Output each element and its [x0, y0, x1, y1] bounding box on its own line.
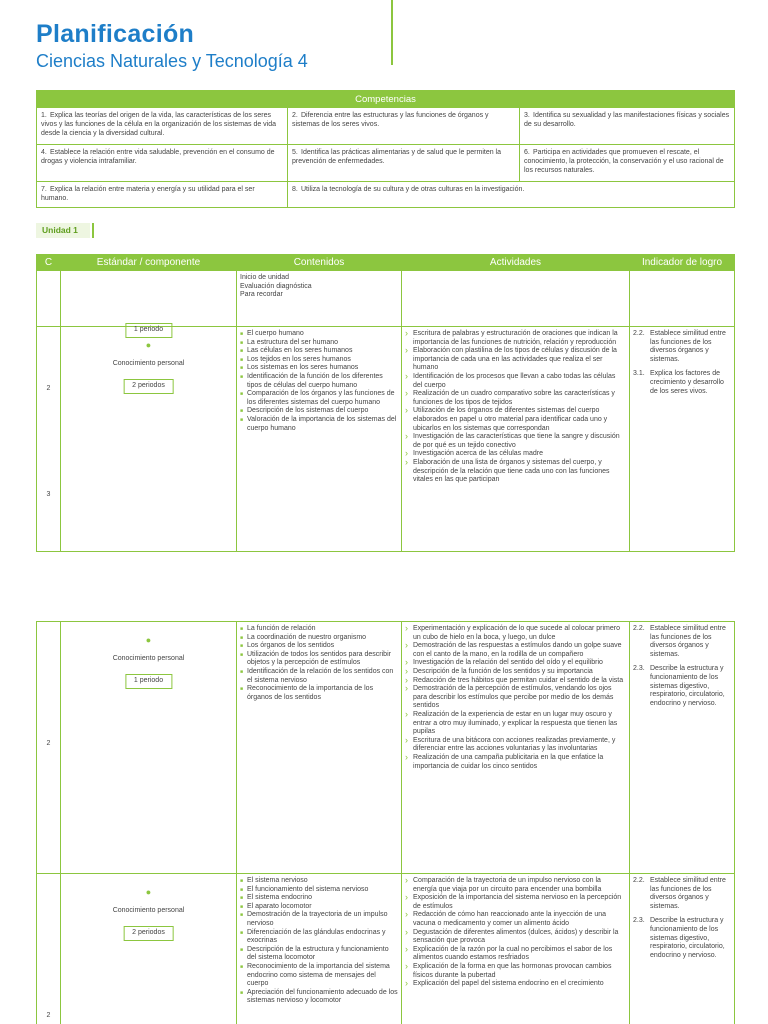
list-item: › Explicación de la forma en que las hormonas provocan cambios físicos durante la pubertad — [405, 963, 626, 980]
list-item: 2.2. Establece similitud entre las funciones de los diversos órganos y sistemas. — [633, 625, 726, 658]
bullet-dot-icon: ● — [145, 635, 152, 645]
content-line: Evaluación diagnóstica — [240, 282, 312, 290]
list-item: ■ Demostración de la trayectoria de un impulso nervioso — [240, 911, 398, 928]
header-actividades: Actividades — [402, 255, 630, 271]
component-name: Conocimiento personal — [112, 655, 185, 662]
competencia-7: 7. Explica la relación entre materia y energía y su utilidad para el ser humano. — [37, 182, 288, 208]
table-row — [37, 271, 735, 327]
list-item: ■ Los órganos de los sentidos — [240, 642, 398, 651]
contenidos-list — [240, 330, 398, 433]
list-item: ■ Descripción de la estructura y funcionamiento del sistema locomotor — [240, 946, 398, 963]
list-item: › Realización de la experiencia de estar en un lugar muy oscuro y entrar a otro muy iluminado, y explicar la respuesta que tienen las pupilas — [405, 711, 626, 737]
list-item: ■ Reconocimiento de la importancia de los órganos de los sentidos — [240, 685, 398, 702]
page-title: Planificación — [36, 20, 195, 48]
list-item: › Descripción de la función de los sentidos y su importancia — [405, 668, 626, 677]
list-item: › Elaboración con plastilina de los tipos de células y discusión de la importancia de cada una en las actividades que realiza el ser humano — [405, 347, 626, 373]
list-item: ■ Las células en los seres humanos — [240, 347, 398, 356]
title-divider-line — [391, 0, 393, 65]
list-item: › Demostración de la percepción de estímulos, vendando los ojos para describir los estímulos que percibe por medio de los demás sentidos — [405, 685, 626, 711]
competencia-3: 3. Identifica su sexualidad y las manifestaciones físicas y sociales de su desarrollo. — [520, 108, 735, 145]
table-row — [37, 874, 735, 1024]
contenidos-list — [240, 625, 398, 702]
periodos-badge: 2 periodos — [123, 926, 174, 941]
list-item: ■ El aparato locomotor — [240, 903, 398, 912]
list-item: 2.3. Describe la estructura y funcionamiento de los sistemas digestivo, respiratorio, circulatorio, endocrino y nervioso. — [633, 665, 725, 707]
competencias-table — [36, 90, 735, 208]
content-line: Inicio de unidad — [240, 274, 290, 281]
bullet-dot-icon: ● — [145, 340, 152, 350]
list-item: ■ Comparación de los órganos y las funciones de los diferentes sistemas del cuerpo humano — [240, 390, 398, 407]
list-item: › Identificación de los procesos que llevan a cabo todas las células del cuerpo — [405, 373, 626, 390]
list-item: › Investigación de las características que tiene la sangre y discusión de por qué es un tejido conectivo — [405, 433, 626, 450]
list-item: ■ Reconocimiento de la importancia del sistema endocrino como sistema de mensajes del cuerpo — [240, 963, 398, 989]
list-item: › Realización de una campaña publicitaria en la que enfatice la importancia de cuidar los cinco sentidos — [405, 754, 626, 771]
competencia-2: 2. Diferencia entre las estructuras y las funciones de órganos y sistemas de los seres vivos. — [288, 108, 520, 145]
periodos-badge: 2 periodos — [123, 379, 174, 394]
list-item: › Redacción de tres hábitos que permitan cuidar el sentido de la vista — [405, 677, 626, 686]
list-item: ■ El sistema endocrino — [240, 894, 398, 903]
indicadores-list — [633, 625, 731, 708]
actividades-list — [405, 625, 626, 771]
planning-table-top — [36, 254, 735, 552]
list-item: ■ El sistema nervioso — [240, 877, 398, 886]
header-c: C — [37, 255, 61, 271]
component-name: Conocimiento personal — [112, 360, 185, 367]
header-contenidos: Contenidos — [237, 255, 402, 271]
header-estandar: Estándar / componente — [61, 255, 237, 271]
list-item: ■ La coordinación de nuestro organismo — [240, 634, 398, 643]
periodos-badge: 1 periodo — [125, 323, 172, 338]
list-item: › Realización de un cuadro comparativo sobre las características y funciones de los tipos de tejidos — [405, 390, 626, 407]
competencia-number: 2 — [46, 740, 51, 747]
list-item: 2.2. Establece similitud entre las funciones de los diversos órganos y sistemas. — [633, 877, 726, 910]
list-item: › Explicación de la razón por la cual no percibimos el sabor de los alimentos cuando estamos resfriados — [405, 946, 626, 963]
list-item: › Comparación de la trayectoria de un impulso nervioso con la energía que viaja por un circuito para encender una bombilla — [405, 877, 626, 894]
competencia-number: 3 — [46, 491, 51, 498]
periodos-badge: 1 periodo — [125, 674, 172, 689]
competencia-number: 2 — [46, 1012, 51, 1019]
list-item: ■ Utilización de todos los sentidos para describir objetos y la percepción de estímulos — [240, 651, 398, 668]
competencias-heading: Competencias — [37, 91, 735, 108]
list-item: ■ La estructura del ser humano — [240, 339, 398, 348]
list-item: ■ Apreciación del funcionamiento adecuado de los sistemas nervioso y locomotor — [240, 989, 398, 1006]
unit-label: Unidad 1 — [36, 223, 90, 238]
contenidos-list — [240, 877, 398, 1006]
competencia-8: 8. Utiliza la tecnología de su cultura y de otras culturas en la investigación. — [288, 182, 735, 208]
competencia-1: 1. Explica las teorías del origen de la vida, las características de los seres vivos y las funciones de la célula en la organización de los sistemas de vida desde la ciencia y la diversidad cultural. — [37, 108, 288, 145]
list-item: 3.1. Explica los factores de crecimiento y desarrollo de los seres vivos. — [633, 370, 724, 395]
competencia-5: 5. Identifica las prácticas alimentarias y de salud que le permiten la prevención de enfermedades. — [288, 145, 520, 182]
list-item: › Experimentación y explicación de lo que sucede al colocar primero un cubo de hielo en la boca, y luego, un dulce — [405, 625, 626, 642]
header-indicador: Indicador de logro — [630, 255, 735, 271]
competencia-4: 4. Establece la relación entre vida saludable, prevención en el consumo de drogas y violencia intrafamiliar. — [37, 145, 288, 182]
actividades-list — [405, 877, 626, 989]
list-item: 2.3. Describe la estructura y funcionamiento de los sistemas digestivo, respiratorio, circulatorio, endocrino y nervioso. — [633, 917, 725, 959]
component-name: Conocimiento personal — [112, 907, 185, 914]
planning-table-bottom — [36, 621, 735, 1024]
content-line: Para recordar — [240, 291, 283, 299]
indicadores-list — [633, 877, 731, 960]
list-item: › Redacción de cómo han reaccionado ante la inyección de una vacuna o medicamento y comer un alimento ácido — [405, 911, 626, 928]
list-item: 2.2. Establece similitud entre las funciones de los diversos órganos y sistemas. — [633, 330, 726, 363]
list-item: ■ El funcionamiento del sistema nervioso — [240, 886, 398, 895]
actividades-list — [405, 330, 626, 485]
list-item: › Explicación del papel del sistema endocrino en el crecimiento — [405, 980, 626, 989]
table-row — [37, 622, 735, 874]
table-row — [37, 327, 735, 552]
list-item: › Elaboración de una lista de órganos y sistemas del cuerpo, y descripción de la relación que tiene cada uno con las funciones vitales en las que participan — [405, 459, 626, 485]
list-item: ■ Descripción de los sistemas del cuerpo — [240, 407, 398, 416]
list-item: ■ La función de relación — [240, 625, 398, 634]
indicadores-list — [633, 330, 731, 396]
competencia-6: 6. Participa en actividades que promueven el rescate, el conocimiento, la protección, la conservación y el uso racional de los recursos naturales. — [520, 145, 735, 182]
list-item: › Utilización de los órganos de diferentes sistemas del cuerpo elaborados en papel u otro material para identificar cada uno y ubicarlos en los sistemas que correspondan — [405, 407, 626, 433]
competencia-number: 2 — [46, 385, 51, 392]
list-item: ■ Identificación de la relación de los sentidos con el sistema nervioso — [240, 668, 398, 685]
list-item: ■ Los sistemas en los seres humanos — [240, 364, 398, 373]
list-item: ■ El cuerpo humano — [240, 330, 398, 339]
list-item: › Investigación acerca de las células madre — [405, 450, 626, 459]
list-item: ■ Diferenciación de las glándulas endocrinas y exocrinas — [240, 929, 398, 946]
list-item: ■ Valoración de la importancia de los sistemas del cuerpo humano — [240, 416, 398, 433]
bullet-dot-icon: ● — [145, 887, 152, 897]
list-item: ■ Los tejidos en los seres humanos — [240, 356, 398, 365]
list-item: › Demostración de las respuestas a estímulos dando un golpe suave con el canto de la mano, en la rodilla de un compañero — [405, 642, 626, 659]
list-item: › Escritura de palabras y estructuración de oraciones que indican la importancia de las funciones de nutrición, relación y reproducción — [405, 330, 626, 347]
page-subtitle: Ciencias Naturales y Tecnología 4 — [36, 51, 308, 71]
list-item: ■ Identificación de la función de los diferentes tipos de células del cuerpo humano — [240, 373, 398, 390]
list-item: › Investigación de la relación del sentido del oído y el equilibrio — [405, 659, 626, 668]
list-item: › Exposición de la importancia del sistema nervioso en la percepción de estímulos — [405, 894, 626, 911]
list-item: › Escritura de una bitácora con acciones realizadas previamente, y diferenciar entre las acciones voluntarias y las involuntarias — [405, 737, 626, 754]
list-item: › Degustación de diferentes alimentos (dulces, ácidos) y describir la sensación que provoca — [405, 929, 626, 946]
